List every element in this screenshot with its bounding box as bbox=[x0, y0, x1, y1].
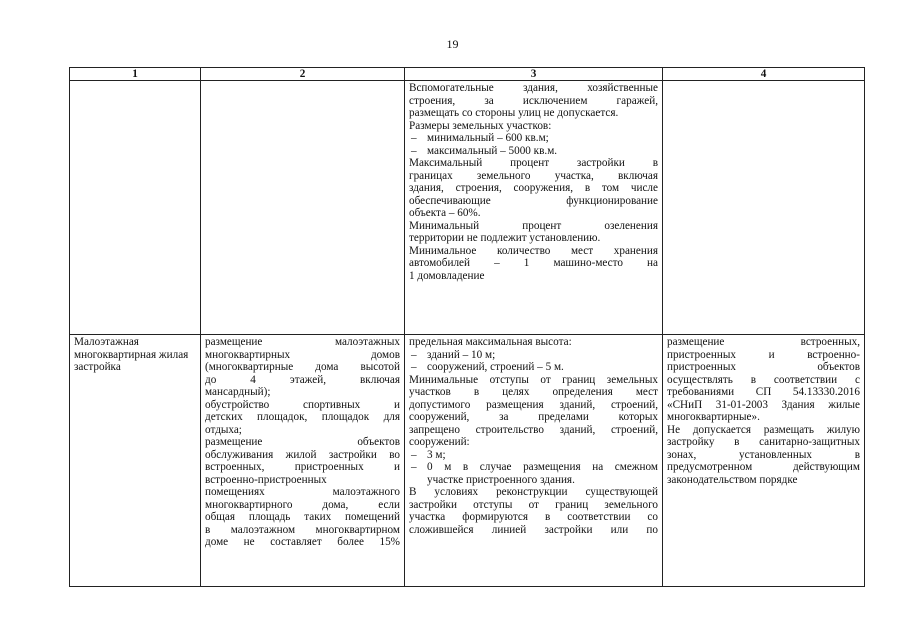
text-line: до 4 этажей, включая bbox=[205, 373, 400, 386]
text-line: многоквартирные». bbox=[667, 411, 760, 423]
text-line: отдыха; bbox=[205, 423, 242, 436]
text-line: законодательством порядке bbox=[667, 473, 798, 486]
text-line: участков в целях определения мест bbox=[409, 386, 658, 398]
permitted-use-description-cell bbox=[201, 335, 405, 587]
text-line: размещение объектов bbox=[205, 436, 400, 448]
text-line: обслуживания жилой застройки во bbox=[205, 448, 400, 461]
continuation-col-2 bbox=[201, 81, 405, 335]
continuation-col-4 bbox=[663, 81, 865, 335]
text-line: участке пристроенного здания. bbox=[427, 473, 575, 486]
text-line: – сооружений, строений – 5 м. bbox=[409, 361, 658, 374]
text-line: пристроенных и встроенно- bbox=[667, 348, 860, 361]
text-line: строения, за исключением гаражей, bbox=[409, 94, 658, 107]
text-line: размещать со стороны улиц не допускается. bbox=[409, 107, 619, 119]
text-line: пристроенных объектов bbox=[667, 361, 860, 373]
text-line: 1 домовладение bbox=[409, 269, 485, 282]
text-line: – зданий – 10 м; bbox=[409, 349, 658, 362]
text-line: Минимальное количество мест хранения bbox=[409, 244, 658, 257]
text-line: Максимальный процент застройки в bbox=[409, 157, 658, 169]
text-line: автомобилей – 1 машино-место на bbox=[409, 257, 658, 269]
text-line: – 3 м; bbox=[409, 449, 658, 462]
header-col-4: 4 bbox=[663, 68, 865, 81]
text-line: Не допускается размещать жилую bbox=[667, 423, 860, 436]
text-line: – максимальный – 5000 кв.м. bbox=[409, 145, 658, 158]
text-line: участка формируются в соответствии со bbox=[409, 511, 658, 523]
text-line: В условиях реконструкции существующей bbox=[409, 486, 658, 498]
text-line: территории не подлежит установлению. bbox=[409, 232, 601, 244]
text-line: здания, строения, сооружения, в том числе bbox=[409, 182, 658, 194]
table-row bbox=[70, 335, 865, 587]
land-use-type-cell: Малоэтажная многоквартирная жилая застройка bbox=[70, 335, 201, 587]
text-line: застройки отступы от границ земельного bbox=[409, 498, 658, 511]
text-line: Вспомогательные здания, хозяйственные bbox=[409, 82, 658, 94]
text-line: зонах, установленных в bbox=[667, 448, 860, 461]
text-line: обеспечивающие функционирование bbox=[409, 194, 658, 207]
text-line: допустимого размещения зданий, строений, bbox=[409, 398, 658, 411]
header-col-2: 2 bbox=[201, 68, 405, 81]
text-line: застройку в санитарно-защитных bbox=[667, 436, 860, 448]
continuation-col-1 bbox=[70, 81, 201, 335]
header-col-1: 1 bbox=[70, 68, 201, 81]
text-line: многоквартирного дома, если bbox=[205, 498, 400, 511]
text-line: помещениях малоэтажного bbox=[205, 486, 400, 498]
text-line: объекта – 60%. bbox=[409, 207, 481, 219]
text-line: осуществлять в соответствии с bbox=[667, 373, 860, 386]
page-number: 19 bbox=[446, 37, 459, 51]
text-line: сооружений, за пределами которых bbox=[409, 411, 658, 423]
text-line: мансардный); bbox=[205, 386, 271, 398]
text-line: доме не составляет более 15% bbox=[205, 536, 400, 548]
text-line: сооружений: bbox=[409, 436, 470, 448]
text-line: детских площадок, площадок для bbox=[205, 411, 400, 423]
text-line: Минимальный процент озеленения bbox=[409, 219, 658, 232]
text-line: многоквартирных домов bbox=[205, 348, 400, 361]
text-line: предусмотренном действующим bbox=[667, 461, 860, 473]
text-line: встроенных, пристроенных и bbox=[205, 461, 400, 473]
table-header-row bbox=[70, 68, 865, 81]
table-row bbox=[70, 81, 865, 335]
text-line: «СНиП 31-01-2003 Здания жилые bbox=[667, 398, 860, 411]
text-line: обустройство спортивных и bbox=[205, 398, 400, 411]
text-line: размещение малоэтажных bbox=[205, 336, 400, 348]
regulations-table bbox=[69, 67, 865, 587]
header-col-3: 3 bbox=[405, 68, 663, 81]
text-line: границах земельного участка, включая bbox=[409, 169, 658, 182]
text-line: встроенно-пристроенных bbox=[205, 473, 327, 486]
continuation-col-3 bbox=[405, 81, 663, 335]
text-line: размещение встроенных, bbox=[667, 336, 860, 348]
construction-parameters-cell bbox=[405, 335, 663, 587]
text-line: предельная максимальная высота: bbox=[409, 336, 572, 348]
text-line: требованиями СП 54.13330.2016 bbox=[667, 386, 860, 398]
text-line: сложившейся линией застройки или по bbox=[409, 523, 658, 536]
text-line: в малоэтажном многоквартирном bbox=[205, 523, 400, 536]
text-line: Размеры земельных участков: bbox=[409, 119, 552, 132]
text-line: – 0 м в случае размещения на смежном bbox=[409, 461, 658, 474]
text-line: – минимальный – 600 кв.м; bbox=[409, 132, 658, 145]
restrictions-cell bbox=[663, 335, 865, 587]
text-line: Минимальные отступы от границ земельных bbox=[409, 373, 658, 386]
text-line: запрещено строительство зданий, строений, bbox=[409, 423, 658, 436]
text-line: общая площадь таких помещений bbox=[205, 511, 400, 523]
text-line: (многоквартирные дома высотой bbox=[205, 361, 400, 373]
